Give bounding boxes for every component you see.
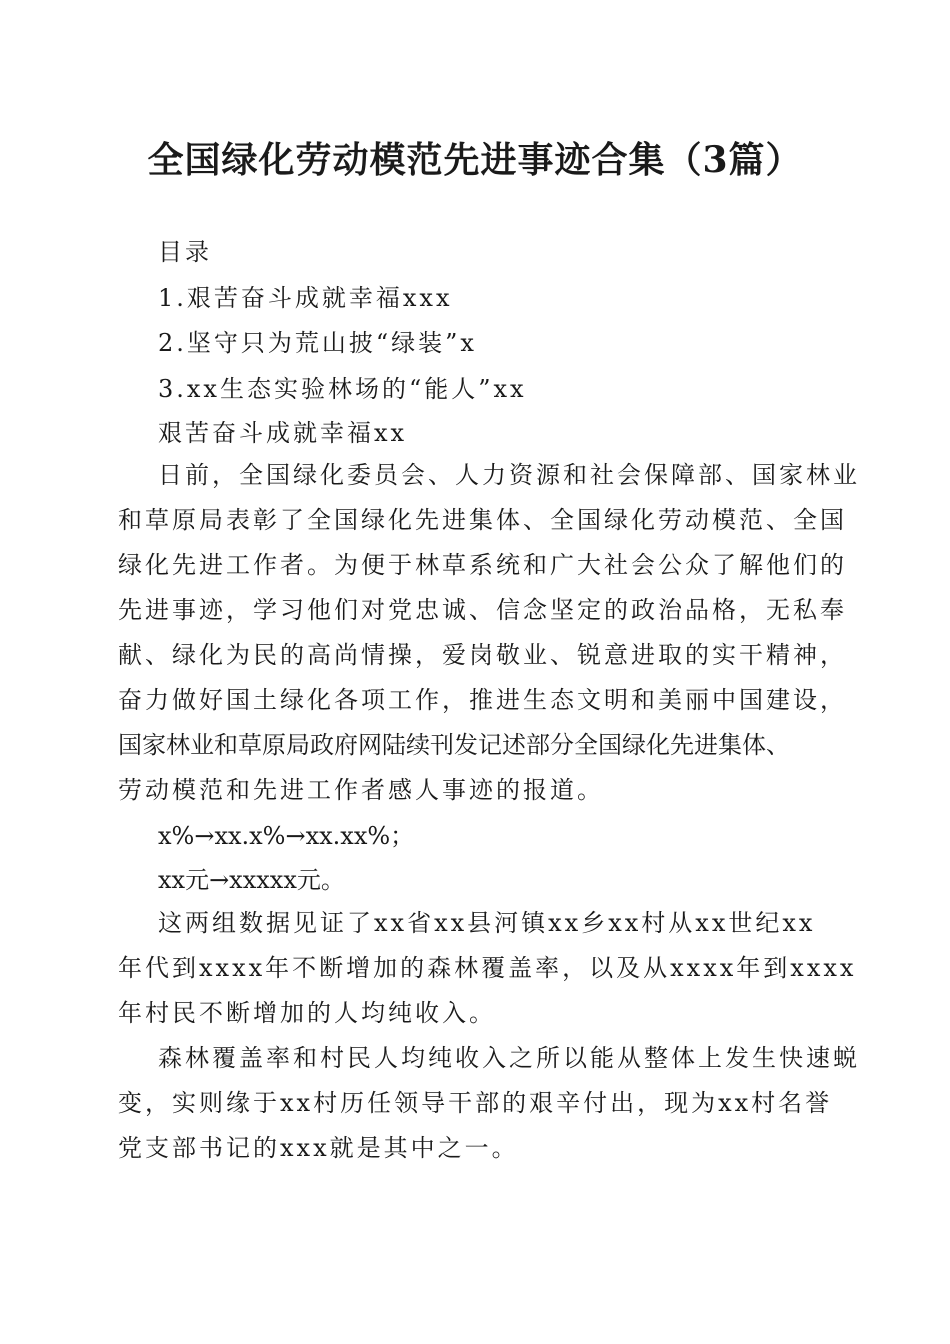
document-title: 全国绿化劳动模范先进事迹合集（3篇）	[147, 139, 803, 181]
paragraph-line: 献、绿化为民的高尚情操，爱岗敬业、锐意进取的实干精神，	[118, 641, 847, 669]
paragraph-line: 这两组数据见证了xx省xx县河镇xx乡xx村从xx世纪xx	[158, 909, 816, 937]
paragraph-line: 日前，全国绿化委员会、人力资源和社会保障部、国家林业	[158, 461, 860, 489]
paragraph-line: 和草原局表彰了全国绿化先进集体、全国绿化劳动模范、全国	[118, 506, 847, 534]
paragraph-line: 变，实则缘于xx村历任领导干部的艰辛付出，现为xx村名誉	[118, 1089, 833, 1117]
toc-item: 3.xx生态实验林场的“能人”xx	[158, 375, 527, 403]
paragraph-line: 劳动模范和先进工作者感人事迹的报道。	[118, 776, 604, 804]
paragraph-line: 年村民不断增加的人均纯收入。	[118, 999, 496, 1027]
toc-item: 1.艰苦奋斗成就幸福xxx	[158, 284, 453, 312]
toc-heading: 目录	[158, 238, 212, 266]
paragraph-line: 年代到xxxx年不断增加的森林覆盖率，以及从xxxx年到xxxx	[118, 954, 857, 982]
paragraph-line: 党支部书记的xxx就是其中之一。	[118, 1134, 519, 1162]
article-heading: 艰苦奋斗成就幸福xx	[158, 419, 408, 447]
paragraph-line: 森林覆盖率和村民人均纯收入之所以能从整体上发生快速蜕	[158, 1044, 860, 1072]
data-line: x%→xx.x%→xx.xx%；	[158, 822, 415, 850]
paragraph-line: 绿化先进工作者。为便于林草系统和广大社会公众了解他们的	[118, 551, 847, 579]
paragraph-line: 国家林业和草原局政府网陆续刊发记述部分全国绿化先进集体、	[118, 731, 790, 759]
data-line: xx元→xxxxx元。	[158, 866, 345, 894]
paragraph-line: 奋力做好国土绿化各项工作，推进生态文明和美丽中国建设，	[118, 686, 847, 714]
toc-item: 2.坚守只为荒山披“绿装”x	[158, 329, 477, 357]
paragraph-line: 先进事迹，学习他们对党忠诚、信念坚定的政治品格，无私奉	[118, 596, 847, 624]
